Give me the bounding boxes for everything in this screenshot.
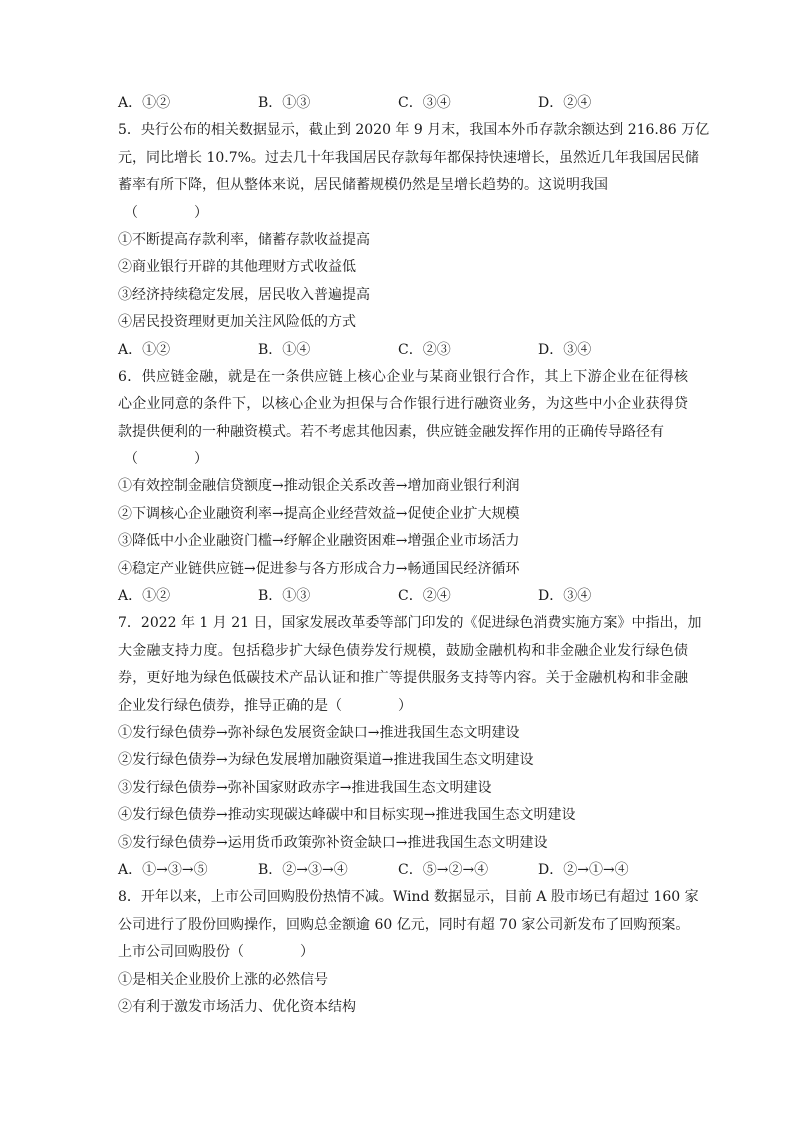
q7-options (118, 857, 688, 884)
q5-option-a: A．①② (118, 341, 171, 358)
q6-answer-blank: （ ） (124, 451, 208, 468)
q6-stem-line-2: 心企业同意的条件下，以核心企业为担保与合作银行进行融资业务，为这些中小企业获得贷 (118, 396, 688, 413)
q5-item-3: ③经济持续稳定发展，居民收入普遍提高 (118, 286, 370, 303)
question-8 (118, 884, 699, 1021)
q7-option-c: C．⑤→②→④ (398, 861, 489, 878)
q7-item-5: ⑤发行绿色债券→运用货币政策弥补资金缺口→推进我国生态文明建设 (118, 834, 548, 851)
q5-stem-line-3: 蓄率有所下降，但从整体来说，居民储蓄规模仍然是呈增长趋势的。这说明我国 (118, 177, 608, 194)
q4-option-d: D．②④ (538, 95, 592, 111)
exam-page (118, 90, 710, 1021)
q8-stem-line-3: 上市公司回购股份（ ） (118, 944, 314, 961)
q7-item-1: ①发行绿色债券→弥补绿色发展资金缺口→推进我国生态文明建设 (118, 724, 520, 741)
q5-options (118, 337, 688, 364)
q6-option-b: B．①③ (258, 588, 311, 605)
q5-item-1: ①不断提高存款利率，储蓄存款收益提高 (118, 231, 370, 248)
q6-item-4: ④稳定产业链供应链→促进参与各方形成合力→畅通国民经济循环 (118, 560, 520, 577)
q6-option-d: D．③④ (538, 588, 592, 605)
q5-option-b: B．①④ (258, 341, 311, 358)
q7-item-4: ④发行绿色债券→推动实现碳达峰碳中和目标实现→推进我国生态文明建设 (118, 807, 576, 824)
q4-option-a: A．①② (118, 95, 171, 111)
q5-option-c: C．②③ (398, 341, 451, 358)
q5-stem-line-2: 元，同比增长 10.7%。过去几十年我国居民存款每年都保持快速增长，虽然近几年我国居民储 (118, 149, 699, 166)
q4-options (118, 90, 688, 117)
q5-item-2: ②商业银行开辟的其他理财方式收益低 (118, 259, 356, 276)
q7-option-b: B．②→③→④ (258, 861, 348, 878)
q6-options (118, 583, 688, 610)
question-7 (118, 610, 702, 884)
q8-stem-line-1: 8．开年以来，上市公司回购股份热情不减。Wind 数据显示，目前 A 股市场已有超过 160 家 (118, 889, 699, 906)
question-5 (118, 117, 710, 364)
q6-item-2: ②下调核心企业融资利率→提高企业经营效益→促使企业扩大规模 (118, 505, 520, 522)
q6-item-3: ③降低中小企业融资门槛→纾解企业融资困难→增强企业市场活力 (118, 533, 520, 550)
q5-answer-blank: （ ） (124, 204, 208, 221)
q6-item-1: ①有效控制金融信贷额度→推动银企关系改善→增加商业银行利润 (118, 478, 520, 495)
q8-stem-line-2: 公司进行了股份回购操作，回购总金额逾 60 亿元，同时有超 70 家公司新发布了回购预案。 (118, 916, 690, 933)
question-6 (118, 364, 688, 611)
q5-option-d: D．③④ (538, 341, 592, 358)
q4-option-b: B．①③ (258, 95, 311, 111)
q7-item-3: ③发行绿色债券→弥补国家财政赤字→推进我国生态文明建设 (118, 779, 492, 796)
q7-stem-line-2: 大金融支持力度。包括稳步扩大绿色债券发行规模，鼓励金融机构和非金融企业发行绿色债 (118, 642, 688, 659)
q8-item-1: ①是相关企业股价上涨的必然信号 (118, 971, 328, 988)
q7-stem-line-3: 券，更好地为绿色低碳技术产品认证和推广等提供服务支持等内容。关于金融机构和非金融 (118, 670, 688, 687)
q5-item-4: ④居民投资理财更加关注风险低的方式 (118, 314, 356, 331)
q7-option-d: D．②→①→④ (538, 861, 629, 878)
q7-stem-line-4: 企业发行绿色债券，推导正确的是（ ） (118, 697, 412, 714)
q6-stem-line-3: 款提供便利的一种融资模式。若不考虑其他因素，供应链金融发挥作用的正确传导路径有 (118, 423, 664, 440)
q8-item-2: ②有利于激发市场活力、优化资本结构 (118, 998, 356, 1015)
q6-option-c: C．②④ (398, 588, 451, 605)
q6-option-a: A．①② (118, 588, 171, 605)
q4-option-c: C．③④ (398, 95, 451, 111)
q7-option-a: A．①→③→⑤ (118, 861, 208, 878)
q6-stem-line-1: 6．供应链金融，就是在一条供应链上核心企业与某商业银行合作，其上下游企业在征得核 (118, 368, 688, 385)
q5-stem-line-1: 5．央行公布的相关数据显示，截止到 2020 年 9 月末，我国本外币存款余额达到 216.86 万亿 (118, 122, 710, 139)
q7-item-2: ②发行绿色债券→为绿色发展增加融资渠道→推进我国生态文明建设 (118, 752, 534, 769)
q7-stem-line-1: 7．2022 年 1 月 21 日，国家发展改革委等部门印发的《促进绿色消费实施方案》中指出，加 (118, 615, 702, 632)
